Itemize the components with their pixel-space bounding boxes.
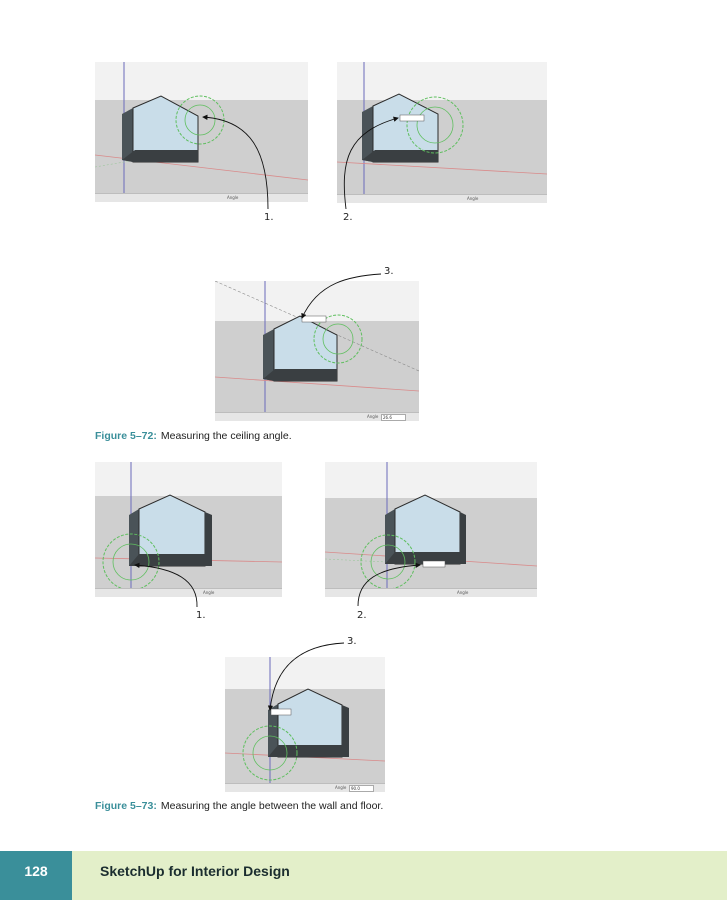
- figure-number: Figure 5–72:: [95, 430, 157, 442]
- callout-3: 3.: [347, 636, 357, 647]
- callout-2: 2.: [343, 212, 353, 223]
- status-label: Angle: [203, 590, 215, 595]
- page-number: 128: [0, 851, 72, 900]
- caption-text: Measuring the ceiling angle.: [160, 430, 292, 442]
- callout-1: 1.: [196, 610, 206, 621]
- callout-1: 1.: [264, 212, 274, 223]
- status-label: Angle: [335, 785, 347, 790]
- figure-number: Figure 5–73:: [95, 800, 157, 812]
- status-value: 90.0: [349, 785, 374, 792]
- callout-3: 3.: [384, 266, 394, 277]
- page-footer: [0, 851, 727, 900]
- status-value: 26.6: [381, 414, 406, 421]
- status-label: Angle: [457, 590, 469, 595]
- status-label: Angle: [467, 196, 479, 201]
- book-title: SketchUp for Interior Design: [100, 863, 290, 879]
- status-label: Angle: [227, 195, 239, 200]
- callout-2: 2.: [357, 610, 367, 621]
- caption-text: Measuring the angle between the wall and floor.: [160, 800, 384, 812]
- status-label: Angle: [367, 414, 379, 419]
